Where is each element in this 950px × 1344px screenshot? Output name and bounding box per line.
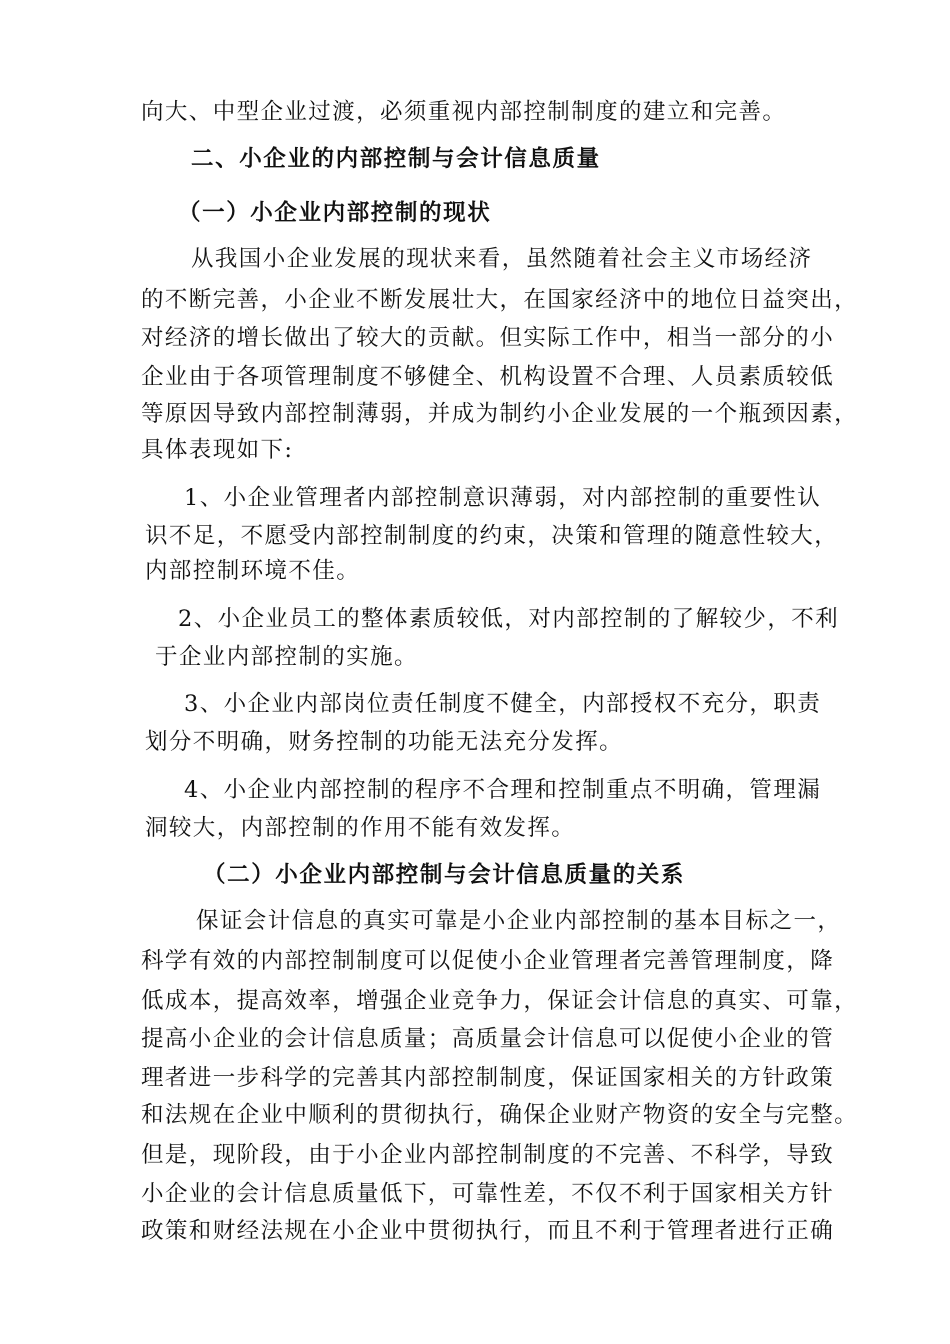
list-item-line: 1、小企业管理者内部控制意识薄弱，对内部控制的重要性认 xyxy=(184,485,822,511)
list-item-line: 4、小企业内部控制的程序不合理和控制重点不明确，管理漏 xyxy=(184,777,822,803)
list-item-line: 划分不明确，财务控制的功能无法充分发挥。 xyxy=(145,729,624,755)
paragraph-line: 小企业的会计信息质量低下，可靠性差，不仅不利于国家相关方针 xyxy=(141,1181,835,1207)
list-item-line: 识不足，不愿受内部控制制度的约束，决策和管理的随意性较大， xyxy=(145,523,839,549)
list-item-line: 3、小企业内部岗位责任制度不健全，内部授权不充分，职责 xyxy=(184,691,822,717)
paragraph-line: 保证会计信息的真实可靠是小企业内部控制的基本目标之一， xyxy=(196,908,842,934)
section-heading: 二、小企业的内部控制与会计信息质量 xyxy=(191,146,601,172)
list-item-line: 洞较大，内部控制的作用不能有效发挥。 xyxy=(145,815,576,841)
list-item-line: 内部控制环境不佳。 xyxy=(145,558,361,584)
list-item-line: 2、小企业员工的整体素质较低，对内部控制的了解较少，不利 xyxy=(178,606,840,632)
paragraph-line: 但是，现阶段，由于小企业内部控制制度的不完善、不科学，导致 xyxy=(141,1142,835,1168)
paragraph-line: 政策和财经法规在小企业中贯彻执行，而且不利于管理者进行正确 xyxy=(141,1218,835,1244)
paragraph-line: 对经济的增长做出了较大的贡献。但实际工作中，相当一部分的小 xyxy=(141,325,835,351)
paragraph-line: 具体表现如下: xyxy=(141,437,294,463)
paragraph-line: 等原因导致内部控制薄弱，并成为制约小企业发展的一个瓶颈因素， xyxy=(141,401,859,427)
paragraph-line: 从我国小企业发展的现状来看，虽然随着社会主义市场经济 xyxy=(191,246,813,272)
subsection-heading: （二）小企业内部控制与会计信息质量的关系 xyxy=(203,862,686,888)
paragraph-line: 和法规在企业中顺利的贯彻执行，确保企业财产物资的安全与完整。 xyxy=(141,1102,859,1128)
paragraph-line: 提高小企业的会计信息质量；高质量会计信息可以促使小企业的管 xyxy=(141,1026,835,1052)
paragraph-line: 的不断完善，小企业不断发展壮大，在国家经济中的地位日益突出， xyxy=(141,287,859,313)
paragraph-line: 向大、中型企业过渡，必须重视内部控制制度的建立和完善。 xyxy=(141,99,787,125)
subsection-heading: （一）小企业内部控制的现状 xyxy=(178,200,492,226)
paragraph-line: 科学有效的内部控制制度可以促使小企业管理者完善管理制度，降 xyxy=(141,948,835,974)
list-item-line: 于企业内部控制的实施。 xyxy=(155,644,418,670)
paragraph-line: 理者进一步科学的完善其内部控制制度，保证国家相关的方针政策 xyxy=(141,1065,835,1091)
paragraph-line: 低成本，提高效率，增强企业竞争力，保证会计信息的真实、可靠， xyxy=(141,988,859,1014)
paragraph-line: 企业由于各项管理制度不够健全、机构设置不合理、人员素质较低 xyxy=(141,364,835,390)
